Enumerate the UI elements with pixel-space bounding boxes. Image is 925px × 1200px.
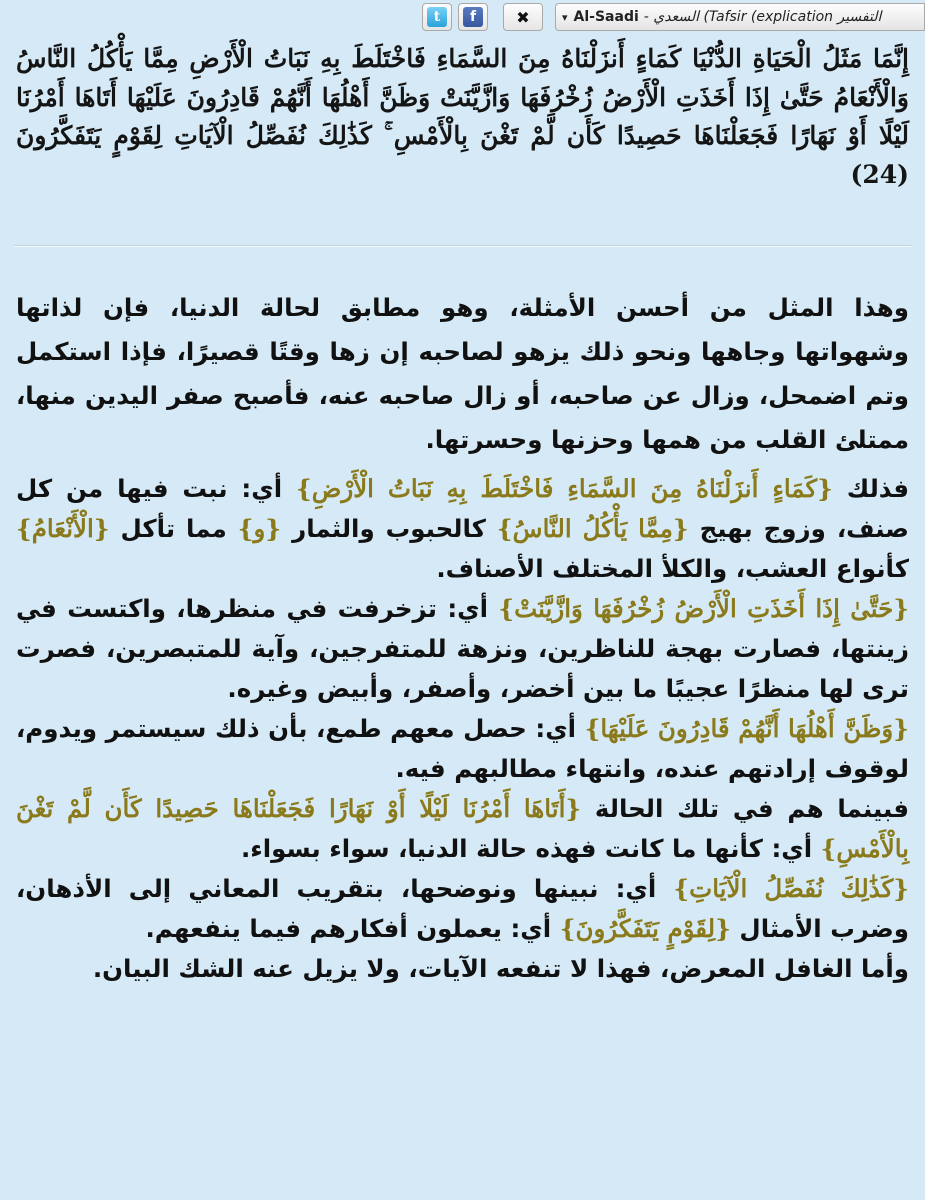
close-button[interactable] [503,3,543,31]
tafsir-text: كأنواع العشب، والكلأ المختلف الأصناف. [436,554,909,583]
tafsir-text: مما تأكل [109,514,238,543]
tafsir-text: أي: حصل معهم طمع، بأن ذلك سيستمر ويدوم، لوقوف إرادتهم عنده، وانتهاء مطالبهم فيه. [16,714,909,783]
tafsir-paragraph: وأما الغافل المعرض، فهذا لا تنفعه الآيات، ولا يزيل عنه الشك البيان. [92,954,909,983]
verse-quote: {لِقَوْمٍ يَتَفَكَّرُونَ} [559,914,731,943]
toolbar [0,0,925,36]
tafsir-text: أي: نبت فيها من كل صنف، وزوج بهيج [16,474,909,543]
tafsir-text: فذلك [832,474,909,503]
close-icon: ✖ [516,7,530,27]
twitter-icon: t [427,7,447,27]
tafsir-paragraph: وهذا المثل من أحسن الأمثلة، وهو مطابق لحالة الدنيا، فإن لذاتها وشهواتها وجاهها ونحو ذلك يزهو لصاحبه إن زها وقتًا قصيرًا، فإذا استكمل وتم اضمحل، وزال عن صاحبه، أو زال صاحبه عنه، فأصبح صفر اليدين منها، ممتلئ القلب من همها وحزنها وحسرتها. [16,293,909,454]
tafsir-text: أي: تزخرفت في منظرها، واكتست في زينتها، فصارت بهجة للناظرين، ونزهة للمتفرجين، وآية للمتبصرين، فصرت ترى لها منظرًا عجيبًا ما بين أخضر، وأصفر، وأبيض وغيره. [16,594,909,703]
facebook-icon: f [463,7,483,27]
tafsir-select-subtitle: - السعدي (Tafsir (explication التفسير [643,9,882,25]
verse-quote: {أَتَاهَا أَمْرُنَا لَيْلًا أَوْ نَهَارًا فَجَعَلْنَاهَا حَصِيدًا كَأَن لَّمْ تَغْنَ بِالْأَمْسِ} [16,794,909,863]
twitter-share-button[interactable] [422,3,452,31]
tafsir-select-title: Al-Saadi [573,9,639,25]
tafsir-text: أي: يعملون أفكارهم فيما ينفعهم. [145,914,560,943]
tafsir-paragraph [16,869,909,949]
verse-quote: {وَظَنَّ أَهْلُهَا أَنَّهُمْ قَادِرُونَ عَلَيْهَا} [584,714,909,743]
verse-quote: {حَتَّىٰ إِذَا أَخَذَتِ الْأَرْضُ زُخْرُفَهَا وَازَّيَّنَتْ} [498,594,909,623]
quran-verse: إِنَّمَا مَثَلُ الْحَيَاةِ الدُّنْيَا كَمَاءٍ أَنزَلْنَاهُ مِنَ السَّمَاءِ فَاخْتَلَطَ بِهِ نَبَاتُ الْأَرْضِ مِمَّا يَأْكُلُ النَّاسُ وَالْأَنْعَامُ حَتَّىٰ إِذَا أَخَذَتِ الْأَرْضُ زُخْرُفَهَا وَازَّيَّنَتْ وَظَنَّ أَهْلُهَا أَنَّهُمْ قَادِرُونَ عَلَيْهَا أَتَاهَا أَمْرُنَا لَيْلًا أَوْ نَهَارًا فَجَعَلْنَاهَا حَصِيدًا كَأَن لَّمْ تَغْنَ بِالْأَمْسِ ۚ كَذَٰلِكَ نُفَصِّلُ الْآيَاتِ لِقَوْمٍ يَتَفَكَّرُونَ (24) [16,44,909,189]
tafsir-text: أي: كأنها ما كانت فهذه حالة الدنيا، سواء بسواء. [240,834,821,863]
chevron-down-icon: ▾ [562,10,568,24]
tafsir-text: فبينما هم في تلك الحالة [581,794,910,823]
verse-quote: {و} [237,514,282,543]
tafsir-text: أي: نبينها ونوضحها، بتقريب المعاني إلى الأذهان، وضرب الأمثال [16,874,909,943]
verse-quote: {كَذَٰلِكَ نُفَصِّلُ الْآيَاتِ} [673,874,909,903]
verse-quote: {كَمَاءٍ أَنزَلْنَاهُ مِنَ السَّمَاءِ فَاخْتَلَطَ بِهِ نَبَاتُ الْأَرْضِ} [295,474,833,503]
tafsir-paragraph [16,589,909,709]
divider [14,245,911,247]
tafsir-select[interactable] [555,3,925,31]
tafsir-paragraph [16,469,909,589]
tafsir-body [16,286,909,989]
tafsir-paragraph [16,789,909,869]
tafsir-text: كالحبوب والثمار [281,514,497,543]
tafsir-paragraph [16,709,909,789]
verse-quote: {مِمَّا يَأْكُلُ النَّاسُ} [496,514,689,543]
verse-quote: {الْأَنْعَامُ} [16,514,110,543]
facebook-share-button[interactable] [458,3,488,31]
